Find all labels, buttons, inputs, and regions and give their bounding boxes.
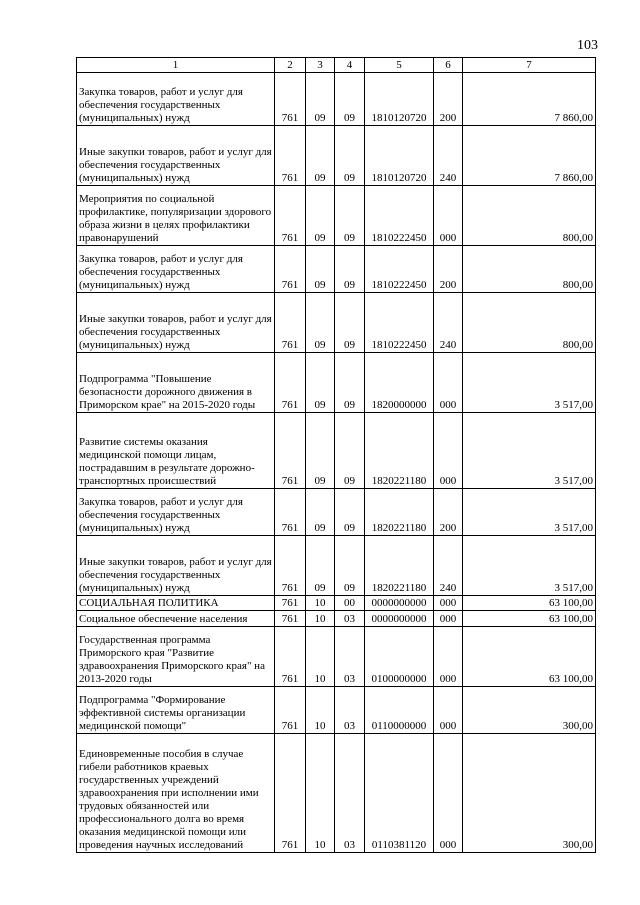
- cell-subsection: 09: [335, 73, 365, 126]
- cell-code: 761: [275, 353, 306, 413]
- table-row: [77, 126, 596, 186]
- cell-target-article: 0110000000: [365, 687, 434, 734]
- cell-expense-type: 240: [434, 126, 463, 186]
- cell-target-article: 1820221180: [365, 489, 434, 536]
- cell-amount: 300,00: [463, 687, 596, 734]
- cell-expense-type: 240: [434, 536, 463, 596]
- cell-amount: 300,00: [463, 734, 596, 853]
- cell-code: 761: [275, 73, 306, 126]
- cell-subsection: 09: [335, 293, 365, 353]
- page-number: 103: [577, 38, 598, 53]
- cell-section: 09: [306, 489, 335, 536]
- cell-subsection: 09: [335, 489, 365, 536]
- cell-subsection: 09: [335, 413, 365, 489]
- table-row: [77, 596, 596, 611]
- cell-target-article: 1820000000: [365, 353, 434, 413]
- cell-section: 09: [306, 186, 335, 246]
- cell-code: 761: [275, 734, 306, 853]
- row-name: Социальное обеспечение населения: [77, 611, 275, 627]
- cell-amount: 3 517,00: [463, 353, 596, 413]
- cell-subsection: 09: [335, 353, 365, 413]
- header-col-7: 7: [463, 58, 596, 73]
- header-col-6: 6: [434, 58, 463, 73]
- row-name: Подпрограмма "Формирование эффективной системы организации медицинской помощи": [77, 687, 275, 734]
- cell-code: 761: [275, 536, 306, 596]
- cell-subsection: 09: [335, 246, 365, 293]
- cell-expense-type: 000: [434, 596, 463, 611]
- cell-target-article: 1810222450: [365, 186, 434, 246]
- cell-section: 10: [306, 596, 335, 611]
- cell-amount: 63 100,00: [463, 627, 596, 687]
- cell-subsection: 09: [335, 126, 365, 186]
- header-col-1: 1: [77, 58, 275, 73]
- cell-section: 09: [306, 73, 335, 126]
- cell-expense-type: 000: [434, 186, 463, 246]
- cell-code: 761: [275, 186, 306, 246]
- cell-section: 09: [306, 536, 335, 596]
- table-row: [77, 246, 596, 293]
- cell-code: 761: [275, 293, 306, 353]
- cell-target-article: 0000000000: [365, 611, 434, 627]
- cell-section: 09: [306, 293, 335, 353]
- cell-subsection: 03: [335, 687, 365, 734]
- header-col-3: 3: [306, 58, 335, 73]
- cell-subsection: 09: [335, 536, 365, 596]
- cell-expense-type: 200: [434, 489, 463, 536]
- cell-subsection: 09: [335, 186, 365, 246]
- cell-target-article: 1810120720: [365, 126, 434, 186]
- cell-code: 761: [275, 611, 306, 627]
- cell-target-article: 1810120720: [365, 73, 434, 126]
- cell-expense-type: 200: [434, 73, 463, 126]
- cell-amount: 63 100,00: [463, 611, 596, 627]
- row-name: Закупка товаров, работ и услуг для обеспечения государственных (муниципальных) нужд: [77, 73, 275, 126]
- cell-section: 09: [306, 126, 335, 186]
- cell-code: 761: [275, 596, 306, 611]
- cell-subsection: 03: [335, 627, 365, 687]
- header-col-4: 4: [335, 58, 365, 73]
- cell-amount: 800,00: [463, 186, 596, 246]
- header-col-2: 2: [275, 58, 306, 73]
- cell-target-article: 0100000000: [365, 627, 434, 687]
- cell-code: 761: [275, 627, 306, 687]
- table-row: [77, 536, 596, 596]
- cell-target-article: 0110381120: [365, 734, 434, 853]
- row-name: Государственная программа Приморского края "Развитие здравоохранения Приморского края" на 2013-2020 годы: [77, 627, 275, 687]
- table-row: [77, 687, 596, 734]
- row-name: Мероприятия по социальной профилактике, популяризации здорового образа жизни в целях профилактики правонарушений: [77, 186, 275, 246]
- row-name: Закупка товаров, работ и услуг для обеспечения государственных (муниципальных) нужд: [77, 489, 275, 536]
- row-name: Единовременные пособия в случае гибели работников краевых государственных учреждений здравоохранения при исполнении ими трудовых обязанностей или профессионального долга во время оказания медицинской помощи или проведения научных исследований: [77, 734, 275, 853]
- cell-amount: 7 860,00: [463, 73, 596, 126]
- cell-expense-type: 000: [434, 353, 463, 413]
- table-row: [77, 413, 596, 489]
- row-name: Развитие системы оказания медицинской помощи лицам, пострадавшим в результате дорожно-транспортных происшествий: [77, 413, 275, 489]
- cell-amount: 800,00: [463, 246, 596, 293]
- table-row: [77, 73, 596, 126]
- cell-section: 09: [306, 246, 335, 293]
- cell-code: 761: [275, 413, 306, 489]
- cell-amount: 3 517,00: [463, 413, 596, 489]
- cell-expense-type: 000: [434, 627, 463, 687]
- cell-section: 10: [306, 627, 335, 687]
- table-row: [77, 293, 596, 353]
- cell-amount: 800,00: [463, 293, 596, 353]
- table-row: [77, 627, 596, 687]
- cell-section: 10: [306, 611, 335, 627]
- cell-amount: 63 100,00: [463, 596, 596, 611]
- table-row: [77, 734, 596, 853]
- table-row: [77, 611, 596, 627]
- table-row: [77, 353, 596, 413]
- cell-section: 10: [306, 734, 335, 853]
- row-name: Иные закупки товаров, работ и услуг для обеспечения государственных (муниципальных) нужд: [77, 126, 275, 186]
- row-name: Подпрограмма "Повышение безопасности дорожного движения в Приморском крае" на 2015-2020 годы: [77, 353, 275, 413]
- cell-code: 761: [275, 489, 306, 536]
- cell-amount: 7 860,00: [463, 126, 596, 186]
- budget-table: [76, 57, 596, 853]
- cell-expense-type: 000: [434, 734, 463, 853]
- cell-expense-type: 000: [434, 413, 463, 489]
- header-col-5: 5: [365, 58, 434, 73]
- table-header-row: [77, 58, 596, 73]
- cell-expense-type: 000: [434, 687, 463, 734]
- cell-expense-type: 240: [434, 293, 463, 353]
- cell-target-article: 1820221180: [365, 413, 434, 489]
- cell-code: 761: [275, 687, 306, 734]
- cell-expense-type: 000: [434, 611, 463, 627]
- table-row: [77, 489, 596, 536]
- cell-amount: 3 517,00: [463, 536, 596, 596]
- row-name: СОЦИАЛЬНАЯ ПОЛИТИКА: [77, 596, 275, 611]
- cell-code: 761: [275, 246, 306, 293]
- row-name: Иные закупки товаров, работ и услуг для обеспечения государственных (муниципальных) нужд: [77, 536, 275, 596]
- cell-section: 09: [306, 353, 335, 413]
- cell-subsection: 03: [335, 734, 365, 853]
- cell-target-article: 0000000000: [365, 596, 434, 611]
- cell-target-article: 1820221180: [365, 536, 434, 596]
- table-row: [77, 186, 596, 246]
- cell-section: 10: [306, 687, 335, 734]
- row-name: Закупка товаров, работ и услуг для обеспечения государственных (муниципальных) нужд: [77, 246, 275, 293]
- cell-subsection: 03: [335, 611, 365, 627]
- cell-expense-type: 200: [434, 246, 463, 293]
- cell-amount: 3 517,00: [463, 489, 596, 536]
- cell-section: 09: [306, 413, 335, 489]
- cell-target-article: 1810222450: [365, 293, 434, 353]
- cell-target-article: 1810222450: [365, 246, 434, 293]
- row-name: Иные закупки товаров, работ и услуг для обеспечения государственных (муниципальных) нужд: [77, 293, 275, 353]
- cell-code: 761: [275, 126, 306, 186]
- cell-subsection: 00: [335, 596, 365, 611]
